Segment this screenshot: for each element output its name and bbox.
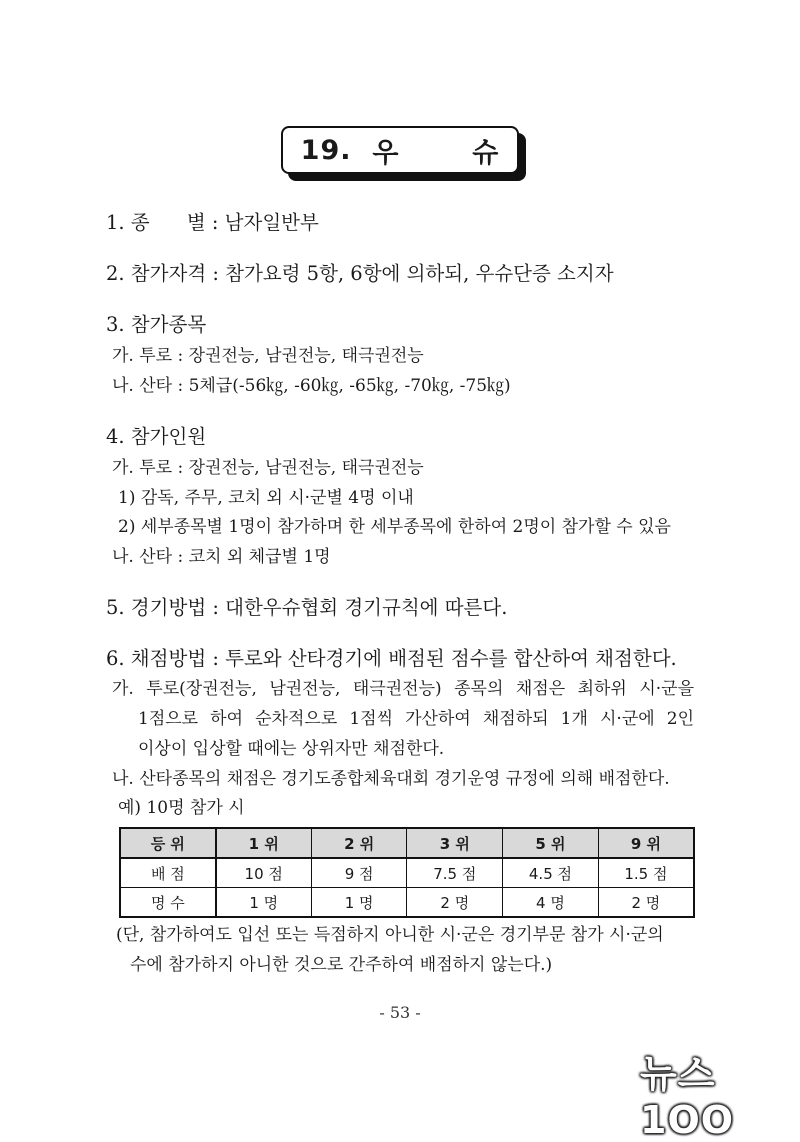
score-table <box>119 827 695 918</box>
section-6-taolu-line-2: 1점으로 하여 순차적으로 1점씩 가산하여 채점하되 1개 시·군에 2인 <box>138 709 694 729</box>
table-cell: 4 명 <box>503 888 599 918</box>
section-6-sanda: 나. 산타종목의 채점은 경기도종합체육대회 경기운영 규정에 의해 배점한다. <box>112 769 670 789</box>
table-cell: 1 명 <box>216 888 312 918</box>
section-1-category: 1. 종 별 : 남자일반부 <box>106 211 319 234</box>
title-char-2: 슈 <box>472 137 500 169</box>
section-3-heading: 3. 참가종목 <box>106 313 207 336</box>
section-6-taolu-line-3: 이상이 입상할 때에는 상위자만 채점한다. <box>138 739 445 759</box>
title-char-1: 우 <box>372 137 400 169</box>
section-2-eligibility: 2. 참가자격 : 참가요령 5항, 6항에 의하되, 우슈단증 소지자 <box>106 262 614 285</box>
table-cell: 4.5 점 <box>503 858 599 888</box>
table-cell: 2 명 <box>407 888 503 918</box>
section-4-heading: 4. 참가인원 <box>106 425 207 448</box>
section-6-example: 예) 10명 참가 시 <box>118 798 245 818</box>
note-line-1: (단, 참가하여도 입선 또는 득점하지 아니한 시·군은 경기부문 참가 시·군의 <box>116 925 664 945</box>
table-cell: 5 위 <box>503 828 599 858</box>
section-6-taolu-line-1: 가. 투로(장권전능, 남권전능, 태극권전능) 종목의 채점은 최하위 시·군을 <box>112 679 694 699</box>
section-5-method: 5. 경기방법 : 대한우슈협회 경기규칙에 따른다. <box>106 596 508 619</box>
note-line-2: 수에 참가하지 아니한 것으로 간주하여 배점하지 않는다.) <box>130 955 553 975</box>
title-number: 19. <box>300 134 352 166</box>
section-4-item-1: 1) 감독, 주무, 코치 외 시·군별 4명 이내 <box>118 488 414 508</box>
table-cell: 2 명 <box>598 888 694 918</box>
section-3-sanda: 나. 산타 : 5체급(-56㎏, -60㎏, -65㎏, -70㎏, -75㎏) <box>112 376 511 396</box>
table-cell: 2 위 <box>311 828 407 858</box>
section-4-taolu: 가. 투로 : 장권전능, 남권전능, 태극권전능 <box>112 458 424 478</box>
table-cell: 명 수 <box>120 888 216 918</box>
section-6-heading: 6. 채점방법 : 투로와 산타경기에 배점된 점수를 합산하여 채점한다. <box>106 647 677 670</box>
table-row-rank <box>120 828 694 858</box>
table-row-count <box>120 888 694 918</box>
table-cell: 1 명 <box>311 888 407 918</box>
table-cell: 등 위 <box>120 828 216 858</box>
table-cell: 배 점 <box>120 858 216 888</box>
table-row-points <box>120 858 694 888</box>
table-cell: 10 점 <box>216 858 312 888</box>
section-4-item-2: 2) 세부종목별 1명이 참가하며 한 세부종목에 한하여 2명이 참가할 수 있음 <box>118 517 671 537</box>
table-cell: 9 점 <box>311 858 407 888</box>
table-cell: 7.5 점 <box>407 858 503 888</box>
page-number: - 53 - <box>379 1003 421 1022</box>
table-cell: 3 위 <box>407 828 503 858</box>
page-title <box>281 126 519 174</box>
section-3-taolu: 가. 투로 : 장권전능, 남권전능, 태극권전능 <box>112 346 424 366</box>
table-cell: 9 위 <box>598 828 694 858</box>
watermark-logo: 뉴스1OO <box>640 1052 735 1142</box>
table-cell: 1 위 <box>216 828 312 858</box>
section-4-sanda: 나. 산타 : 코치 외 체급별 1명 <box>112 547 331 567</box>
table-cell: 1.5 점 <box>598 858 694 888</box>
